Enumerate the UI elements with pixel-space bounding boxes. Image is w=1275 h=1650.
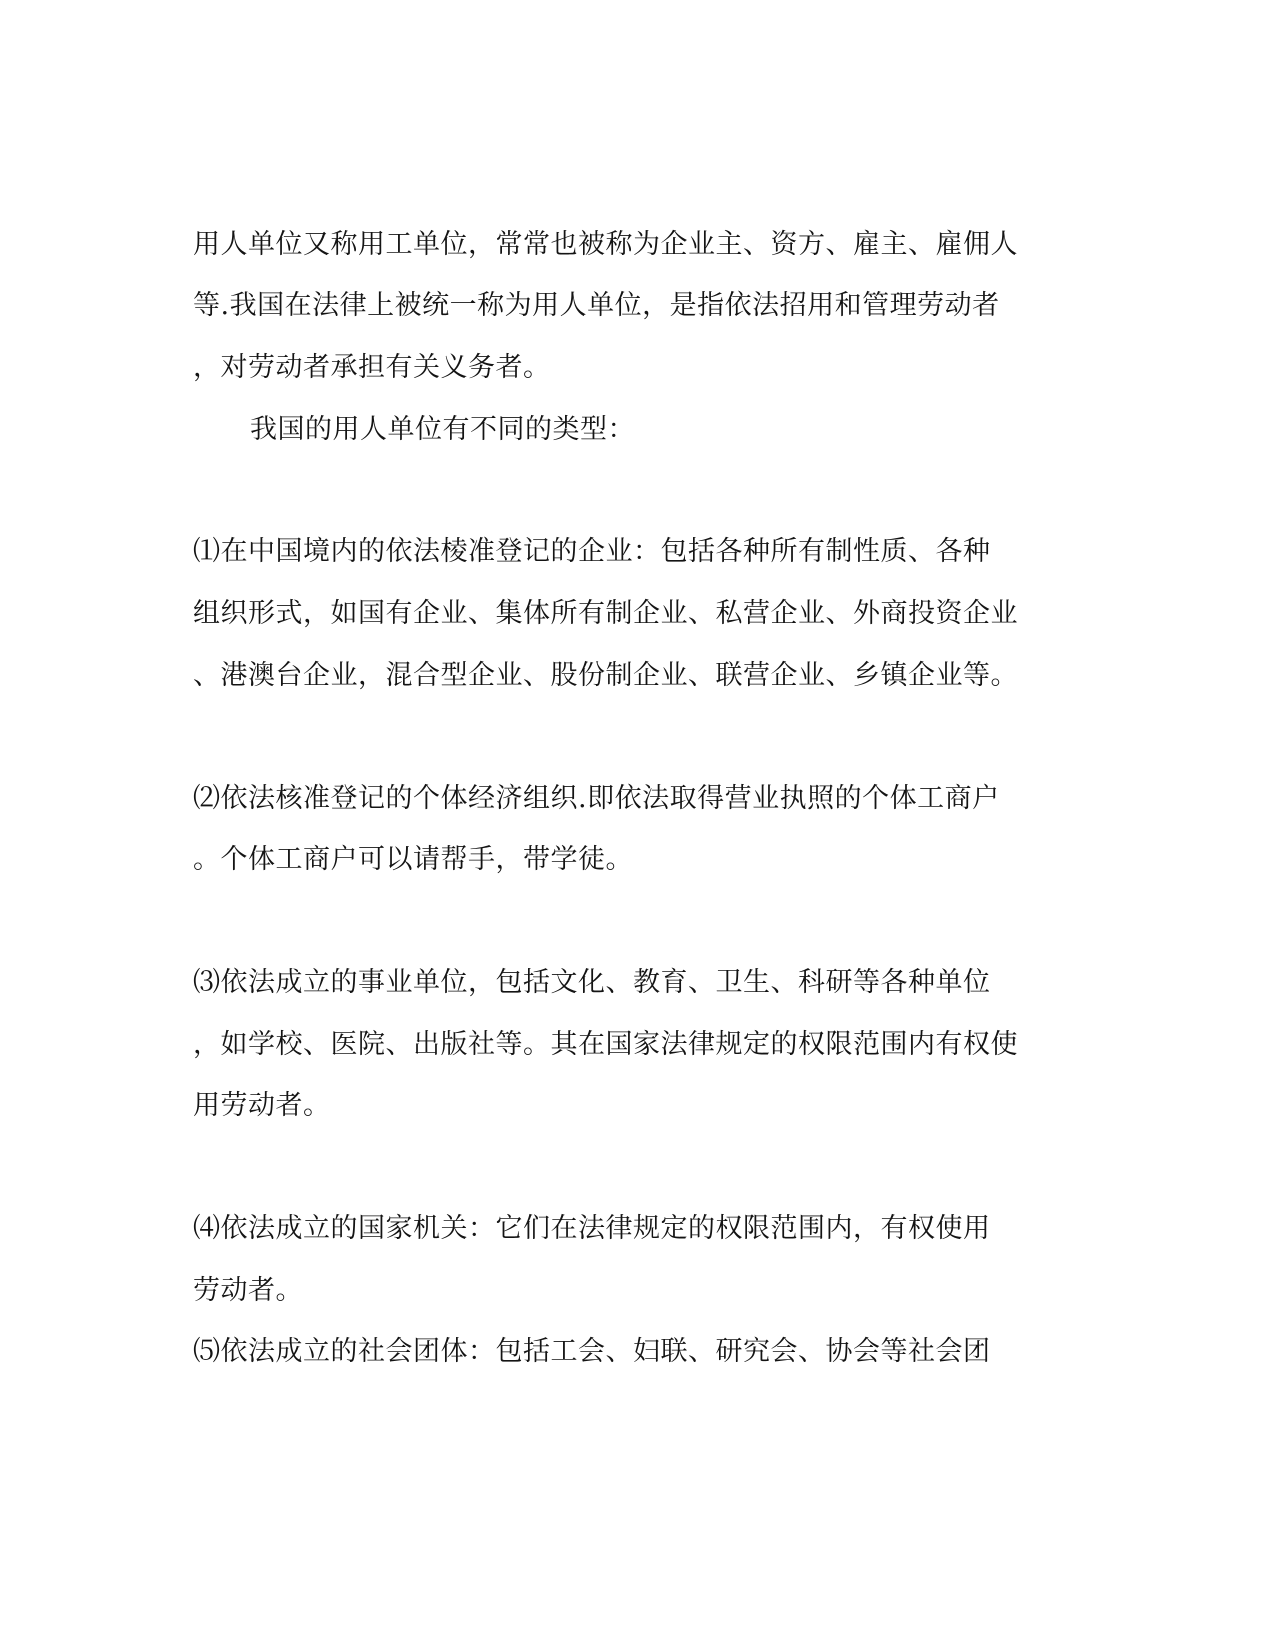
text-line: 。个体工商户可以请帮手，带学徒。 [193,844,633,875]
text-line: ，如学校、医院、出版社等。其在国家法律规定的权限范围内有权使 [193,1029,1018,1060]
text-line: ⑷依法成立的国家机关：它们在法律规定的权限范围内，有权使用 [193,1213,991,1244]
text-line: 用人单位又称用工单位，常常也被称为企业主、资方、雇主、雇佣人 [193,229,1018,260]
text-line: 劳动者。 [193,1275,303,1306]
text-line: ⑴在中国境内的依法棱准登记的企业：包括各种所有制性质、各种 [193,536,991,567]
text-line: ⑶依法成立的事业单位，包括文化、教育、卫生、科研等各种单位 [193,967,991,998]
types-heading: 我国的用人单位有不同的类型： [250,414,635,445]
text-line: 用劳动者。 [193,1090,331,1121]
text-line: ⑸依法成立的社会团体：包括工会、妇联、研究会、协会等社会团 [193,1336,991,1367]
text-line: 、港澳台企业，混合型企业、股份制企业、联营企业、乡镇企业等。 [193,660,1018,691]
text-line: ⑵依法核准登记的个体经济组织.即依法取得营业执照的个体工商户 [193,783,1000,814]
text-line: ，对劳动者承担有关义务者。 [193,352,551,383]
text-line: 等.我国在法律上被统一称为用人单位，是指依法招用和管理劳动者 [193,290,1000,321]
text-line: 组织形式，如国有企业、集体所有制企业、私营企业、外商投资企业 [193,598,1018,629]
